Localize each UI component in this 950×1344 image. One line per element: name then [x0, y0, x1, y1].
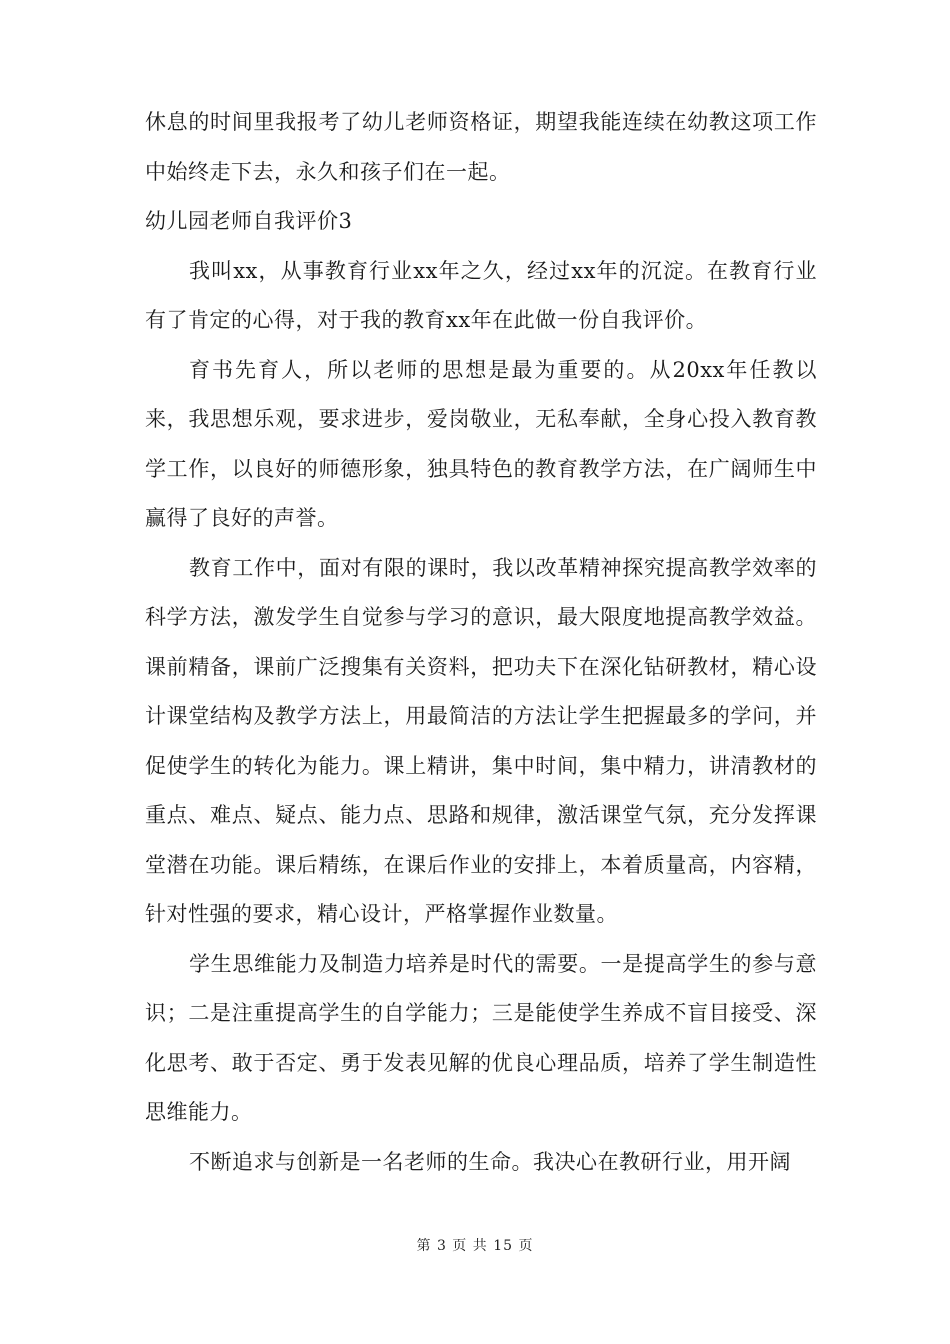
- paragraph-3: 育书先育人，所以老师的思想是最为重要的。从20xx年任教以来，我思想乐观，要求进步，爱岗敬业，无私奉献，全身心投入教育教学工作，以良好的师德形象，独具特色的教育教学方法，在广阔师生中赢得了良好的声誉。: [145, 357, 817, 530]
- paragraph-4: 教育工作中，面对有限的课时，我以改革精神探究提高教学效率的科学方法，激发学生自觉参与学习的意识，最大限度地提高教学效益。课前精备，课前广泛搜集有关资料，把功夫下在深化钻研教材，精心设计课堂结构及教学方法上，用最简洁的方法让学生把握最多的学问，并促使学生的转化为能力。课上精讲，集中时间，集中精力，讲清教材的重点、难点、疑点、能力点、思路和规律，激活课堂气氛，充分发挥课堂潜在功能。课后精练，在课后作业的安排上，本着质量高，内容精，针对性强的要求，精心设计，严格掌握作业数量。: [145, 555, 817, 926]
- section-heading: 幼儿园老师自我评价3: [145, 209, 353, 233]
- page-footer: 第 3 页 共 15 页: [416, 1238, 534, 1254]
- paragraph-1: 休息的时间里我报考了幼儿老师资格证，期望我能连续在幼教这项工作中始终走下去，永久和孩子们在一起。: [145, 110, 817, 184]
- paragraph-6: 不断追求与创新是一名老师的生命。我决心在教研行业，用开阔: [189, 1149, 791, 1174]
- paragraph-5: 学生思维能力及制造力培养是时代的需要。一是提高学生的参与意识；二是注重提高学生的自学能力；三是能使学生养成不盲目接受、深化思考、敢于否定、勇于发表见解的优良心理品质，培养了学生制造性思维能力。: [145, 951, 817, 1124]
- document-body: [145, 98, 817, 1187]
- paragraph-2: 我叫xx，从事教育行业xx年之久，经过xx年的沉淀。在教育行业有了肯定的心得，对于我的教育xx年在此做一份自我评价。: [145, 258, 817, 332]
